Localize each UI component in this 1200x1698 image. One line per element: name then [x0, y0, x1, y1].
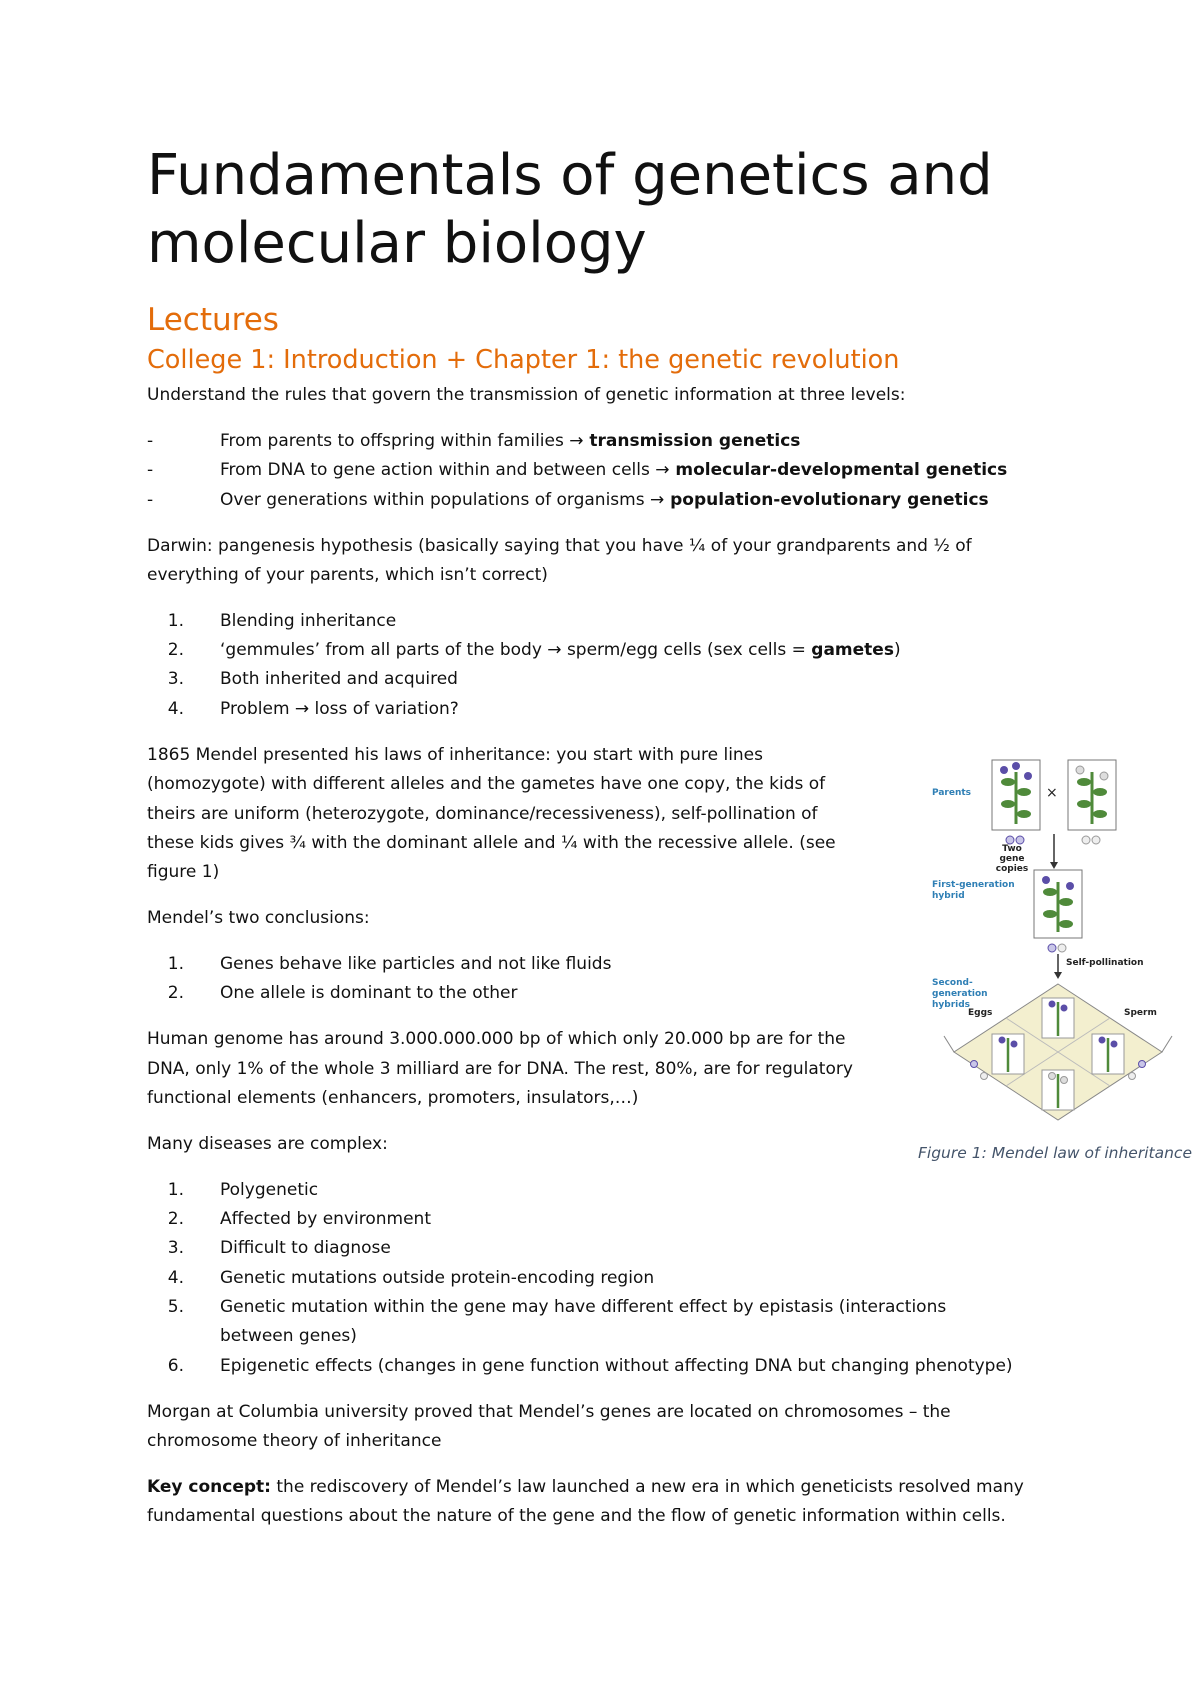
- mendel-paragraph-line-2: (homozygote) with different alleles and the gametes have one copy, the kids of: [147, 774, 826, 794]
- subsection-heading-college-1: College 1: Introduction + Chapter 1: the genetic revolution: [147, 345, 900, 375]
- key-concept-label: Key concept:: [147, 1477, 271, 1497]
- list-item: - Over generations within populations of organisms → population-evolutionary genetics: [147, 490, 989, 510]
- list-item: 5. Genetic mutation within the gene may have different effect by epistasis (interactions between genes): [167, 1297, 947, 1346]
- arrow-right-icon: →: [569, 431, 584, 451]
- plant-icon: [1042, 998, 1074, 1038]
- genome-paragraph-line-3: functional elements (enhancers, promoters, insulators,…): [147, 1088, 639, 1108]
- figure-label-self-pollination: Self-pollination: [1066, 958, 1144, 968]
- list-item: 3. Difficult to diagnose: [167, 1238, 391, 1258]
- darwin-paragraph-line-2: everything of your parents, which isn’t correct): [147, 565, 548, 585]
- figure-label-first-generation: First-generation hybrid: [932, 880, 1015, 901]
- section-heading-lectures: Lectures: [147, 302, 279, 338]
- list-item: 4. Problem → loss of variation?: [167, 699, 459, 719]
- mendel-paragraph-line-3: theirs are uniform (heterozygote, dominance/recessiveness), self-pollination of: [147, 804, 818, 824]
- genome-paragraph-line-1: Human genome has around 3.000.000.000 bp of which only 20.000 bp are for the: [147, 1029, 846, 1049]
- mendel-paragraph-line-5: figure 1): [147, 862, 220, 882]
- cross-symbol: ×: [1046, 785, 1058, 801]
- list-item: - From DNA to gene action within and between cells → molecular-developmental genetics: [147, 460, 1008, 480]
- list-item: 6. Epigenetic effects (changes in gene function without affecting DNA but changing phenotype): [167, 1356, 1013, 1376]
- diseases-heading: Many diseases are complex:: [147, 1134, 388, 1154]
- list-item: 2. One allele is dominant to the other: [167, 983, 518, 1003]
- arrow-right-icon: →: [649, 490, 665, 510]
- list-item: 4. Genetic mutations outside protein-encoding region: [167, 1268, 655, 1288]
- conclusions-heading: Mendel’s two conclusions:: [147, 908, 370, 928]
- plant-icon: [1092, 1034, 1124, 1074]
- mendel-paragraph-line-1: 1865 Mendel presented his laws of inheritance: you start with pure lines: [147, 745, 764, 765]
- genome-paragraph-line-2: DNA, only 1% of the whole 3 milliard are for DNA. The rest, 80%, are for regulatory: [147, 1059, 853, 1079]
- darwin-paragraph-line-1: Darwin: pangenesis hypothesis (basically saying that you have ¼ of your grandparents and ½ of: [147, 536, 972, 556]
- plant-icon: [1042, 1070, 1074, 1110]
- list-item: 3. Both inherited and acquired: [167, 669, 458, 689]
- list-item: 2. Affected by environment: [167, 1209, 431, 1229]
- list-item: 1. Genes behave like particles and not like fluids: [167, 954, 612, 974]
- mendel-inheritance-figure: [930, 752, 1195, 1152]
- key-concept-line-1: Key concept: the rediscovery of Mendel’s law launched a new era in which geneticists resolved many: [147, 1477, 1024, 1497]
- figure-label-parents: Parents: [932, 788, 972, 798]
- figure-label-sperm: Sperm: [1124, 1008, 1157, 1018]
- morgan-paragraph-line-1: Morgan at Columbia university proved that Mendel’s genes are located on chromosomes – the: [147, 1402, 951, 1422]
- mendel-diagram-svg: [930, 752, 1195, 1142]
- list-item: 1. Polygenetic: [167, 1180, 319, 1200]
- figure-label-eggs: Eggs: [968, 1008, 993, 1018]
- figure-label-second-generation: Second-generation hybrids: [932, 978, 988, 1010]
- list-item: 1. Blending inheritance: [167, 611, 397, 631]
- plant-icon: [992, 1034, 1024, 1074]
- morgan-paragraph-line-2: chromosome theory of inheritance: [147, 1431, 442, 1451]
- key-concept-line-2: fundamental questions about the nature of the gene and the flow of genetic information within cells.: [147, 1506, 1006, 1526]
- figure-label-two-gene-copies: Two gene copies: [995, 844, 1029, 874]
- mendel-paragraph-line-4: these kids gives ¾ with the dominant allele and ¼ with the recessive allele. (see: [147, 833, 836, 853]
- arrow-right-icon: →: [294, 699, 310, 719]
- arrow-right-icon: →: [547, 640, 562, 660]
- figure-caption: Figure 1: Mendel law of inheritance: [918, 1144, 1192, 1162]
- list-item: - From parents to offspring within families → transmission genetics: [147, 431, 801, 451]
- document-title: Fundamentals of genetics and molecular biology: [147, 143, 993, 276]
- list-item: 2. ‘gemmules’ from all parts of the body → sperm/egg cells (sex cells = gametes): [167, 640, 901, 660]
- intro-paragraph: Understand the rules that govern the transmission of genetic information at three levels:: [147, 385, 906, 405]
- arrow-right-icon: →: [655, 460, 670, 480]
